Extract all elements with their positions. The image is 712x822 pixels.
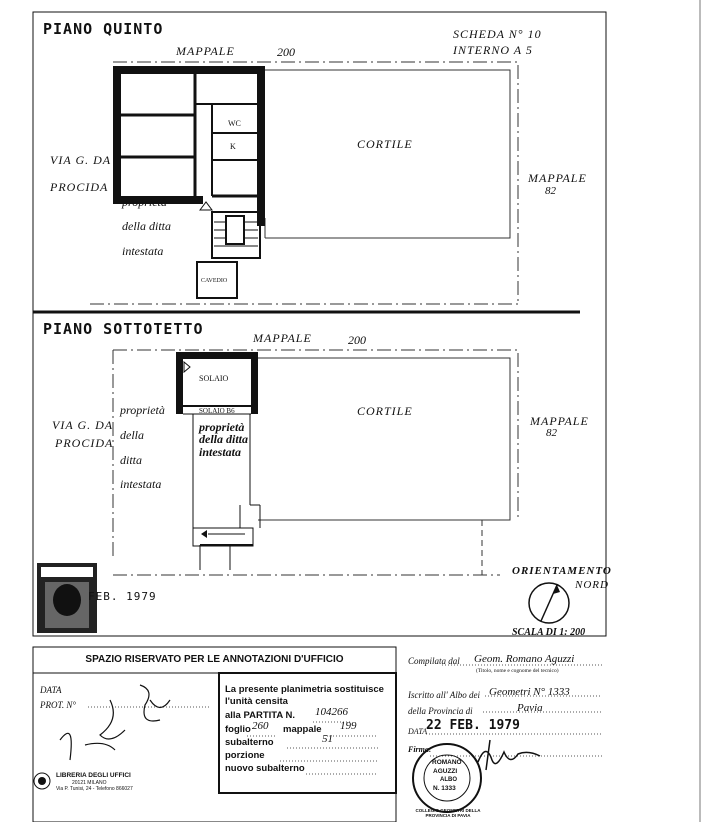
libreria-line-2: 20121 MILANO	[72, 780, 107, 786]
provincia-label: della Provincia di	[408, 706, 473, 716]
libreria-line-3: Via P. Tunisi, 24 - Telefono 866027	[56, 786, 133, 792]
upper-mappale-top-num: 200	[277, 45, 295, 59]
ufficio-subalterno-value: 51	[322, 733, 333, 745]
compilata-sub: (Titolo, nome e cognome del tecnico)	[476, 668, 559, 674]
upper-prop-1: proprietà	[122, 195, 167, 209]
data-label: DATA	[408, 727, 428, 736]
lower-mappale-right: MAPPALE	[530, 414, 589, 428]
lower-prop-left-3: ditta	[120, 453, 143, 467]
upper-mappale-right-num: 82	[545, 185, 556, 197]
lower-mappale-right-num: 82	[546, 427, 557, 439]
ufficio-partita-label: alla PARTITA N.	[225, 710, 296, 721]
lower-prop-left-4: intestata	[120, 477, 162, 491]
upper-mappale-top: MAPPALE	[176, 44, 235, 58]
upper-cavedio-label: CAVEDIO	[201, 278, 228, 284]
upper-via-2: PROCIDA	[50, 180, 109, 194]
lower-solaio-label: SOLAIO	[199, 374, 229, 383]
ufficio-partita-value: 104266	[315, 706, 348, 718]
seal-ring-text: COLLEGIO GEOMETRI DELLA PROVINCIA DI PAVIA	[415, 808, 481, 818]
ufficio-data-label: DATA	[40, 685, 62, 695]
ufficio-nuovo-label: nuovo subalterno	[225, 763, 305, 774]
ufficio-subalterno-label: subalterno	[225, 737, 274, 748]
upper-wc-label: WC	[228, 119, 241, 128]
ufficio-foglio-value: 260	[252, 720, 269, 732]
upper-mappale-right: MAPPALE	[528, 171, 587, 185]
firma-label: Firma:	[408, 745, 432, 754]
ufficio-mappale-label: mappale	[283, 724, 322, 735]
lower-prop-mid-2: della ditta	[199, 432, 248, 446]
upper-title: PIANO QUINTO	[43, 20, 164, 38]
ufficio-porzione-label: porzione	[225, 750, 265, 761]
provincia-value: Pavia	[517, 702, 543, 714]
upper-via-1: VIA G. DA	[50, 153, 112, 167]
libreria-line-1: LIBRERIA DEGLI UFFICI	[56, 772, 131, 779]
upper-prop-2: della ditta	[122, 219, 171, 233]
seal-line-2: AGUZZI	[433, 768, 458, 775]
seal-line-1: ROMANO	[432, 759, 462, 766]
upper-cortile: CORTILE	[357, 137, 413, 151]
lower-prop-left-1: proprietà	[120, 403, 165, 417]
data-value: 22 FEB. 1979	[426, 718, 520, 733]
lower-solaio-b6-label: SOLAIO B6	[199, 407, 235, 415]
lower-title: PIANO SOTTOTETTO	[43, 320, 204, 338]
compilata-label: Compilata dal	[408, 656, 460, 666]
upper-k-label: K	[230, 142, 236, 151]
compilata-value: Geom. Romano Aguzzi	[474, 653, 575, 665]
lower-cortile: CORTILE	[357, 404, 413, 418]
seal-line-4: N. 1333	[433, 785, 456, 792]
lower-prop-left-2: della	[120, 428, 144, 442]
seal-line-3: ALBO	[440, 777, 457, 783]
upper-prop-3: intestata	[122, 244, 164, 258]
lower-prop-mid-1: proprietà	[199, 420, 245, 434]
stamp-date: FEB. 1979	[88, 590, 157, 603]
lower-prop-mid-3: intestata	[199, 445, 242, 459]
orientamento-label: ORIENTAMENTO	[512, 565, 612, 577]
iscritto-value: Geometri N° 1333	[489, 686, 570, 698]
scheda-number: SCHEDA N° 10	[453, 27, 542, 41]
lower-via-2: PROCIDA	[55, 436, 114, 450]
ufficio-mappale-value: 199	[340, 720, 357, 732]
ufficio-box-intro: La presente planimetria sostituisce l'unità censita	[225, 684, 384, 707]
ufficio-prot-label: PROT. N°	[40, 700, 76, 710]
lower-mappale-top: MAPPALE	[253, 331, 312, 345]
lower-mappale-top-num: 200	[348, 333, 366, 347]
nord-label: NORD	[575, 579, 609, 591]
scala-label: SCALA DI 1: 200	[512, 627, 586, 638]
ufficio-foglio-label: foglio	[225, 724, 251, 735]
lower-via-1: VIA G. DA	[52, 418, 114, 432]
iscritto-label: Iscritto all' Albo dei	[408, 690, 481, 700]
interno-number: INTERNO A 5	[453, 43, 533, 57]
ufficio-header: SPAZIO RISERVATO PER LE ANNOTAZIONI D'UFFICIO	[85, 654, 344, 665]
